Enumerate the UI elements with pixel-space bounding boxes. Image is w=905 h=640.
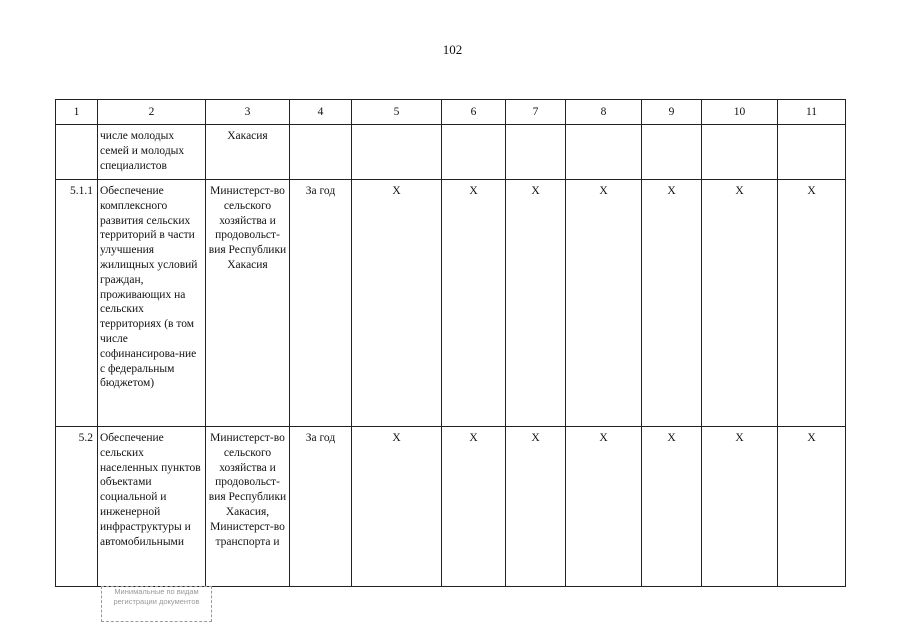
mark-cell: Х <box>642 180 702 427</box>
mark-cell: Х <box>442 180 506 427</box>
mark-cell: Х <box>566 180 642 427</box>
mark-cell <box>506 125 566 180</box>
mark-cell: Х <box>702 427 778 587</box>
mark-cell <box>566 125 642 180</box>
mark-cell: Х <box>506 180 566 427</box>
column-header: 5 <box>352 100 442 125</box>
mark-cell: Х <box>702 180 778 427</box>
table-header-row <box>56 100 846 125</box>
mark-cell <box>642 125 702 180</box>
measure-name: числе молодых семей и молодых специалистов <box>98 125 206 180</box>
period-cell: За год <box>290 180 352 427</box>
row-number: 5.2 <box>56 427 98 587</box>
measure-name: Обеспечение сельских населенных пунктов объектами социальной и инженерной инфраструктуры и автомобильными <box>98 427 206 587</box>
mark-cell <box>442 125 506 180</box>
table-row <box>56 427 846 587</box>
page-number: 102 <box>442 42 463 57</box>
column-header: 11 <box>778 100 846 125</box>
mark-cell: Х <box>352 427 442 587</box>
column-header: 2 <box>98 100 206 125</box>
mark-cell <box>778 125 846 180</box>
registration-stamp: Минимальные по видам регистрации документов <box>101 586 212 622</box>
table-row <box>56 125 846 180</box>
mark-cell: Х <box>778 180 846 427</box>
column-header: 4 <box>290 100 352 125</box>
mark-cell: Х <box>352 180 442 427</box>
column-header: 10 <box>702 100 778 125</box>
row-number <box>56 125 98 180</box>
mark-cell: Х <box>506 427 566 587</box>
mark-cell: Х <box>642 427 702 587</box>
mark-cell: Х <box>778 427 846 587</box>
mark-cell <box>702 125 778 180</box>
measure-name: Обеспечение комплексного развития сельских территорий в части улучшения жилищных условий граждан, проживающих на сельских территориях (в том числе софинансирова-ние с федеральным бюджетом) <box>98 180 206 427</box>
column-header: 3 <box>206 100 290 125</box>
responsible-body: Министерст-во сельского хозяйства и продовольст-вия Республики Хакасия, Министерст-во транспорта и <box>206 427 290 587</box>
column-header: 6 <box>442 100 506 125</box>
responsible-body: Хакасия <box>206 125 290 180</box>
column-header: 7 <box>506 100 566 125</box>
mark-cell <box>352 125 442 180</box>
mark-cell: Х <box>566 427 642 587</box>
responsible-body: Министерст-во сельского хозяйства и продовольст-вия Республики Хакасия <box>206 180 290 427</box>
column-header: 8 <box>566 100 642 125</box>
period-cell <box>290 125 352 180</box>
row-number: 5.1.1 <box>56 180 98 427</box>
monitoring-table <box>55 99 846 587</box>
column-header: 1 <box>56 100 98 125</box>
mark-cell: Х <box>442 427 506 587</box>
table-row <box>56 180 846 427</box>
column-header: 9 <box>642 100 702 125</box>
period-cell: За год <box>290 427 352 587</box>
